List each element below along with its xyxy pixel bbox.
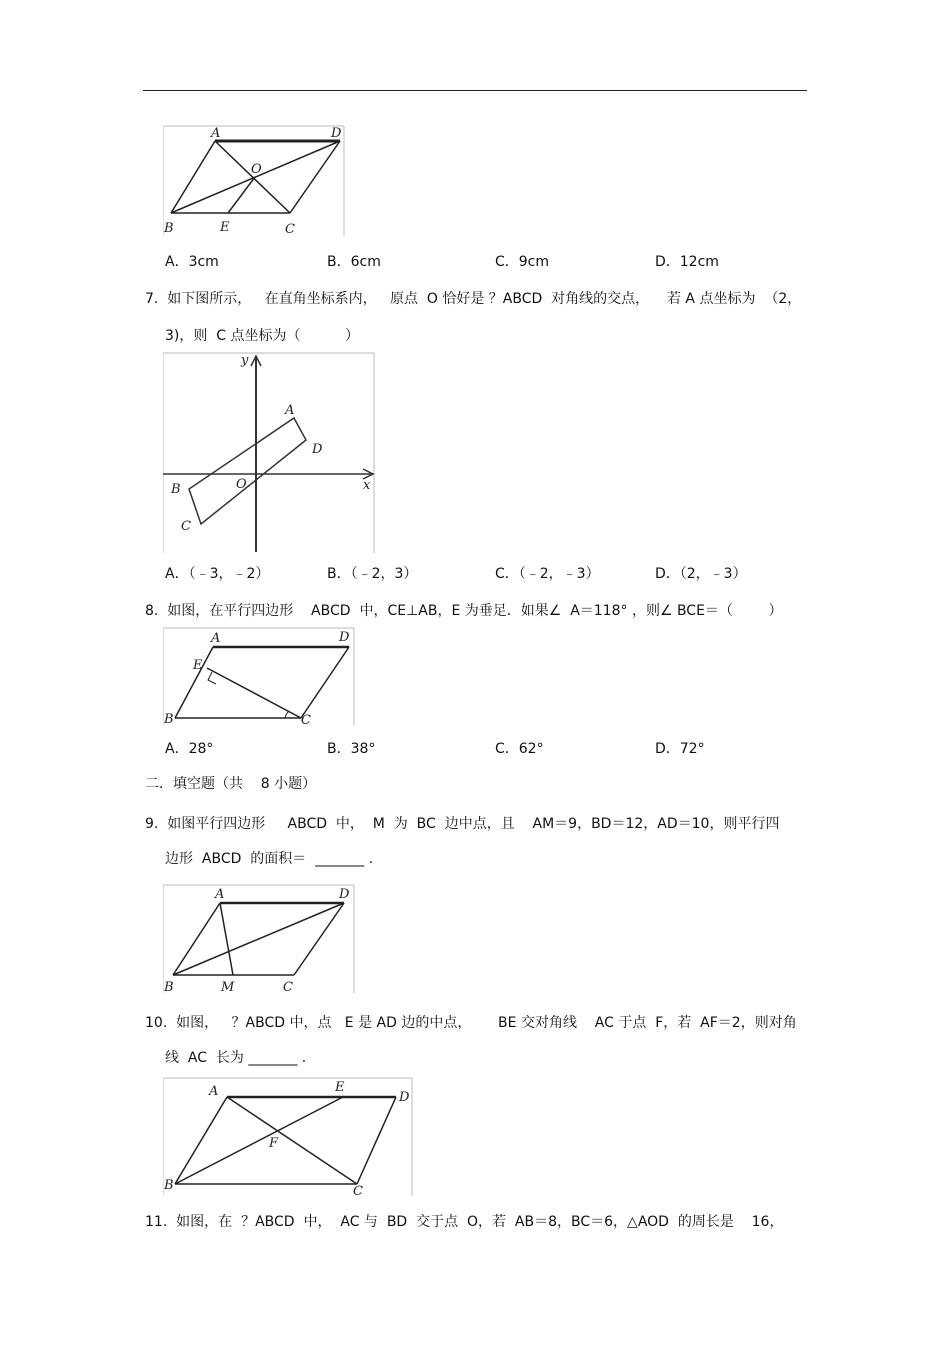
q7-option-b[interactable]: B．（﹣2，3） [327, 566, 418, 582]
q8-option-c[interactable]: C．62° [495, 741, 544, 757]
q6-option-b[interactable]: B．6cm [327, 254, 381, 270]
q7-label-y: y [241, 353, 249, 368]
q6-option-c[interactable]: C．9cm [495, 254, 550, 270]
q9-label-D: D [339, 887, 350, 902]
q8-label-E: E [193, 658, 203, 673]
q7-label-C: C [181, 519, 191, 534]
q8-option-d[interactable]: D．72° [655, 741, 705, 757]
q8-label-D: D [339, 630, 350, 645]
q8-option-a[interactable]: A．28° [165, 741, 214, 757]
q7-label-O: O [236, 477, 247, 492]
q6-label-E: E [220, 220, 230, 235]
q7-option-a[interactable]: A．（﹣3，﹣2） [165, 566, 270, 582]
q8-label-C: C [301, 713, 311, 727]
q6-label-C: C [285, 222, 295, 237]
q9-label-B: B [164, 980, 174, 994]
q7-text-line1: 7. 如下图所示， 在直角坐标系内， 原点 O 恰好是 ？ABCD 对角线的交点， 若 A 点坐标为 （2， [145, 291, 802, 307]
q6-label-O: O [251, 162, 262, 177]
q9-text-line1: 9. 如图平行四边形 ABCD 中， M 为 BC 边中点，且 AM＝9，BD＝12，AD＝10，则平行四 [145, 816, 780, 832]
q8-text-line1: 8. 如图，在平行四边形 ABCD 中，CE⊥AB，E 为垂足．如果∠ A＝118° ，则∠ BCE＝（ ） [145, 603, 783, 619]
q10-text-line2: 线 AC 长为 _______ . [165, 1050, 307, 1066]
section-heading: 二．填空题（共 8 小题） [145, 776, 317, 792]
q8-label-B: B [164, 712, 174, 727]
q6-option-a[interactable]: A．3cm [165, 254, 219, 270]
header-rule [143, 90, 807, 91]
q6-label-D: D [331, 126, 342, 141]
q7-label-D: D [312, 442, 323, 457]
q10-label-C: C [353, 1184, 363, 1197]
q8-label-A: A [211, 631, 221, 646]
q7-figure [163, 352, 375, 554]
q8-option-b[interactable]: B．38° [327, 741, 376, 757]
q10-label-E: E [335, 1080, 345, 1095]
q7-option-d[interactable]: D．（2，﹣3） [655, 566, 747, 582]
q10-label-A: A [209, 1084, 219, 1099]
q9-label-C: C [283, 980, 293, 994]
q7-label-A: A [285, 403, 295, 418]
q10-label-F: F [269, 1136, 279, 1151]
q6-figure [163, 125, 345, 237]
q6-label-A: A [211, 126, 221, 141]
q10-label-D: D [399, 1090, 410, 1105]
q10-figure [163, 1077, 413, 1197]
q7-option-c[interactable]: C．（﹣2，﹣3） [495, 566, 600, 582]
q9-text-line2: 边形 ABCD 的面积＝ _______ . [165, 851, 374, 867]
q7-label-B: B [171, 482, 181, 497]
q6-label-B: B [164, 221, 174, 236]
q7-label-x: x [363, 478, 371, 493]
q9-label-M: M [221, 980, 235, 994]
q9-figure [163, 884, 355, 994]
q6-option-d[interactable]: D．12cm [655, 254, 719, 270]
q11-text-line1: 11. 如图，在 ？ABCD 中， AC 与 BD 交于点 O，若 AB＝8，BC＝6，△AOD 的周长是 16， [145, 1214, 784, 1230]
q9-label-A: A [215, 887, 225, 902]
q10-label-B: B [164, 1178, 174, 1193]
q10-text-line1: 10. 如图， ？ABCD 中，点 E 是 AD 边的中点， BE 交对角线 AC 于点 F，若 AF＝2，则对角 [145, 1015, 797, 1031]
q7-text-line2: 3)，则 C 点坐标为（ ） [165, 328, 359, 344]
q8-figure [163, 627, 355, 727]
